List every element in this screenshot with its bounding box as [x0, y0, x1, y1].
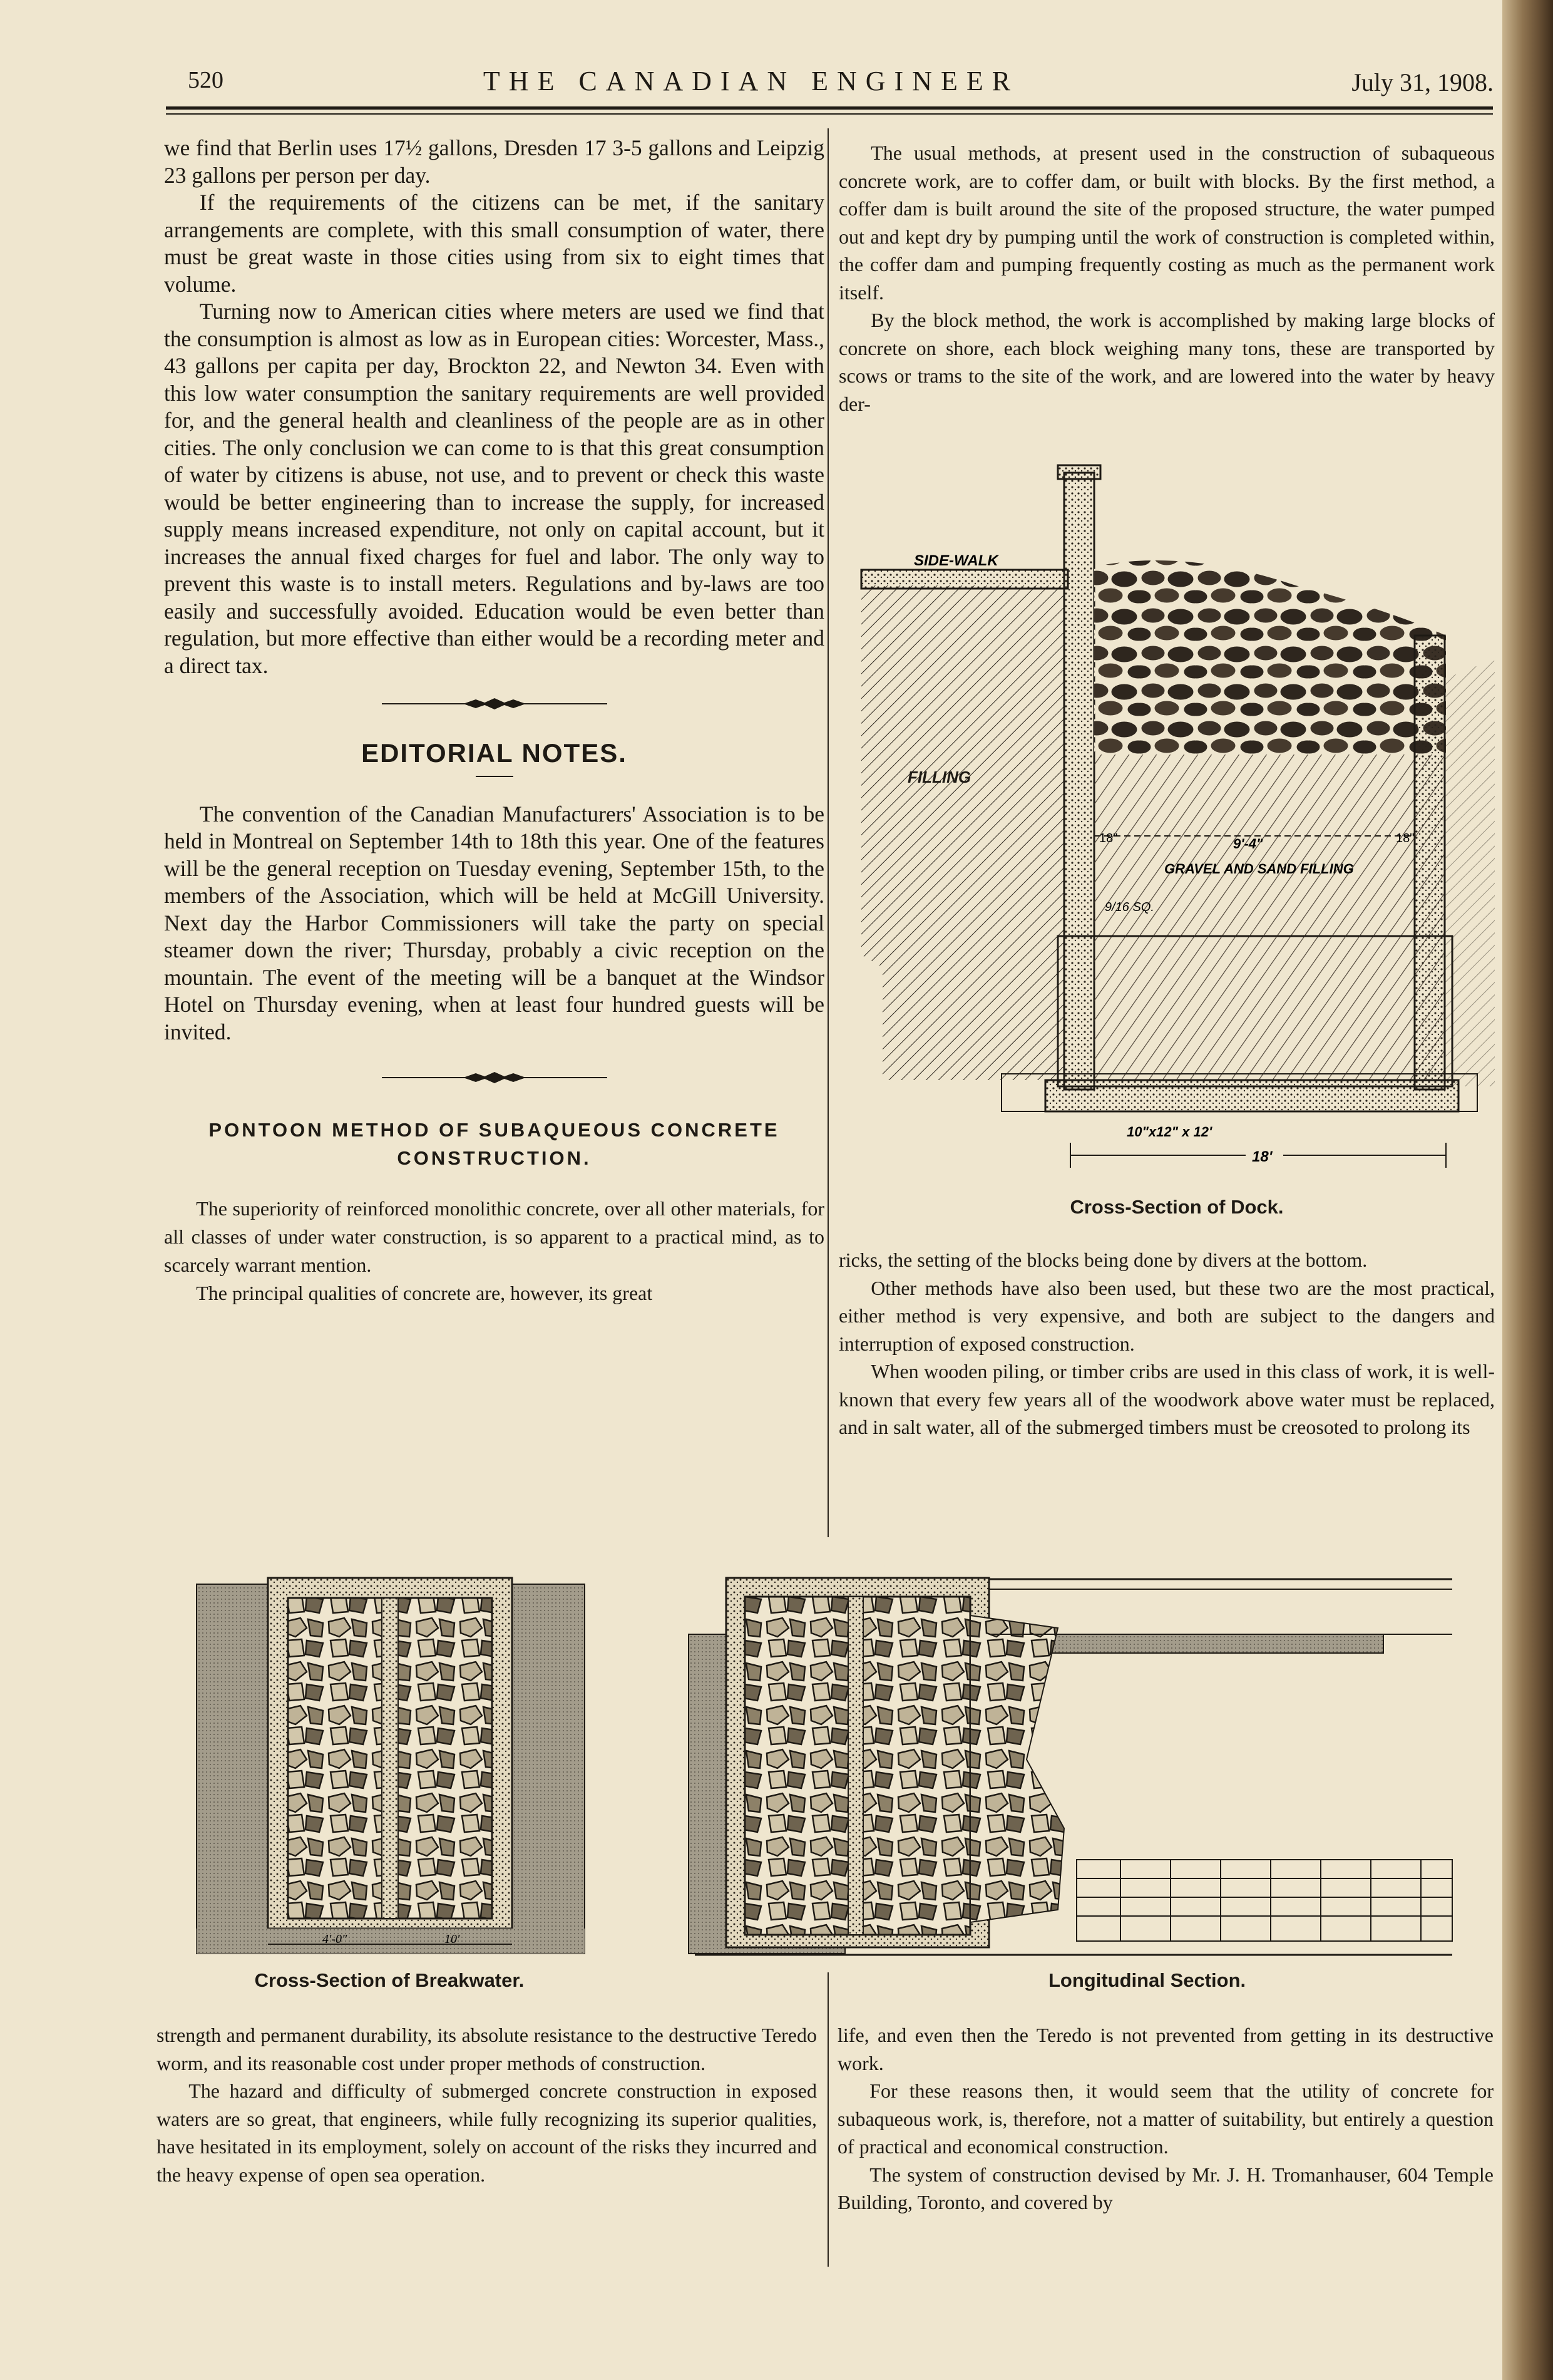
- label-gravel: GRAVEL AND SAND FILLING: [1164, 861, 1354, 877]
- paragraph: The usual methods, at present used in the construction of subaqueous concrete work, are to coffer dam, or built with blocks. By the first method, a coffer dam is built around the site of the proposed structure, the water pumped out and kept dry by pumping until the work of construction is completed within, the coffer dam and pumping frequently costing as much as the permanent work itself.: [839, 142, 1495, 304]
- breakwater-dim-a: 4'-0": [322, 1932, 347, 1946]
- label-width-total: 18': [1252, 1148, 1273, 1165]
- earth-fill-left: [861, 585, 1064, 1080]
- paragraph: If the requirements of the citizens can be met, if the sanitary arrangements are complete, with this small consumption of water, there must be great waste in those cities using from six to eight times that volume.: [164, 190, 824, 297]
- gravel-sand-filling: [1094, 755, 1445, 1080]
- column-divider-top: [828, 128, 829, 1537]
- breakwater-dim-b: 10': [444, 1932, 460, 1946]
- base-slab: [1045, 1080, 1458, 1111]
- bottom-figures: [194, 1572, 1465, 1966]
- editorial-paragraph: The convention of the Canadian Manufacturers' Association is to be held in Montreal on September 14th to 18th this year. One of the features will be the general reception on Tuesday evening, September 15th, to the members of the Association, which will be held at McGill University. Next day the Harbor Commissioners will take the party on special steamer down the river; Thursday, probably a civic reception on the mountain. The event of the meeting will be a banquet at the Windsor Hotel on Thursday evening, when at least four hundred guests will be invited.: [164, 801, 824, 1044]
- right-wall: [1415, 636, 1445, 1090]
- paragraph: ricks, the setting of the blocks being done by divers at the bottom.: [839, 1249, 1368, 1271]
- issue-date: July 31, 1908.: [1351, 68, 1494, 96]
- label-wall-left: 18": [1099, 832, 1118, 845]
- journal-title: THE CANADIAN ENGINEER: [483, 66, 1020, 96]
- column-divider-bottom: [828, 1972, 829, 2267]
- crib-frame: [1077, 1860, 1452, 1941]
- paragraph: Other methods have also been used, but these two are the most practical, either method is very expensive, and both are subject to the dangers and interruption of exposed construction.: [839, 1276, 1495, 1355]
- paragraph: strength and permanent durability, its absolute resistance to the destructive Teredo worm, and its reasonable cost under proper methods of construction.: [156, 2024, 817, 2074]
- paragraph: The system of construction devised by Mr. J. H. Tromanhauser, 604 Temple Building, Toronto, and covered by: [838, 2163, 1494, 2213]
- left-wall: [1064, 473, 1094, 1090]
- label-filling: FILLING: [908, 768, 971, 786]
- left-column: [164, 135, 824, 1307]
- paragraph: we find that Berlin uses 17½ gallons, Dresden 17 3-5 gallons and Leipzig 23 gallons per person per day.: [164, 135, 824, 188]
- paragraph: When wooden piling, or timber cribs are used in this class of work, it is well-known that every few years all of the woodwork above water must be replaced, and in salt water, all of the submerged timbers must be creosoted to prolong its: [839, 1360, 1495, 1438]
- stone-fill: [1094, 560, 1446, 755]
- paragraph: The principal qualities of concrete are, however, its great: [196, 1282, 653, 1304]
- label-wall-right: 18": [1396, 832, 1415, 845]
- ornament-divider: [382, 1067, 607, 1088]
- header-rule-thin: [166, 113, 1493, 115]
- breakwater-caption: Cross-Section of Breakwater.: [254, 1969, 525, 1991]
- page-number: 520: [188, 67, 223, 93]
- ornament-divider: [382, 693, 607, 714]
- paragraph: The superiority of reinforced monolithic concrete, over all other materials, for all classes of under water construction, is so apparent to a practical mind, as to scarcely warrant mention.: [164, 1197, 824, 1276]
- paragraph: Turning now to American cities where meters are used we find that the consumption is almost as low as in European cities: Worcester, Mass., 43 gallons per capita per day, Brockton 22, and Newton 34. Even with this low water consumption the sanitary requirements are well provided for, and the general health and cleanliness of the people are as in other cities. The only conclusion we can come to is that this great consumption of water by citizens is abuse, not use, and to prevent or check this waste would be better engineering than to increase the supply, for increased supply means increased expenditure, not only on capital account, but it increases the annual fixed charges for fuel and labor. The only way to prevent this waste is to install meters. Regulations and by-laws are too easily and successfully avoided. Education would be even better than regulation, but more effective than either would be a recording meter and a direct tax.: [164, 299, 824, 678]
- label-rods: 9/16 SQ.: [1105, 900, 1154, 914]
- paragraph: By the block method, the work is accomplished by making large blocks of concrete on shore, each block weighing many tons, these are transported by scows or trams to the site of the work, and are lowered into the water by heavy der-: [839, 309, 1495, 415]
- dock-cross-section-figure: [858, 454, 1496, 1174]
- paragraph: The hazard and difficulty of submerged concrete construction in exposed waters are so great, that engineers, while fully recognizing its superior qualities, have hesitated in its employment, solely on account of the risks they incurred and the heavy expense of open sea operation.: [156, 2079, 817, 2186]
- label-timber: 10"x12" x 12': [1127, 1124, 1212, 1140]
- paragraph: life, and even then the Teredo is not prevented from getting in its destructive work.: [838, 2024, 1494, 2074]
- paragraph: For these reasons then, it would seem that the utility of concrete for subaqueous work, is, therefore, not a matter of suitability, but entirely a question of practical and economical construction.: [838, 2079, 1494, 2158]
- header-rule: [166, 106, 1493, 110]
- pontoon-heading: PONTOON METHOD OF SUBAQUEOUS CONCRETE CONSTRUCTION.: [208, 1119, 780, 1169]
- longitudinal-caption: Longitudinal Section.: [1048, 1969, 1246, 1991]
- longitudinal-section: [689, 1578, 1465, 1955]
- wall-cap: [1058, 465, 1100, 479]
- bottom-right-column: [838, 2021, 1494, 2217]
- right-column-mid: [839, 1246, 1495, 1441]
- breakwater-section: [197, 1578, 585, 1954]
- dock-caption: Cross-Section of Dock.: [1070, 1196, 1284, 1218]
- editorial-heading: EDITORIAL NOTES.: [361, 738, 627, 768]
- page-binding-edge: [1502, 0, 1553, 2380]
- sidewalk-slab: [861, 570, 1068, 589]
- label-sidewalk: SIDE-WALK: [914, 552, 998, 569]
- running-header: [0, 61, 1502, 105]
- label-width-inner: 9'-4": [1233, 836, 1263, 852]
- right-column-top: [839, 139, 1495, 418]
- bottom-left-column: [156, 2021, 817, 2188]
